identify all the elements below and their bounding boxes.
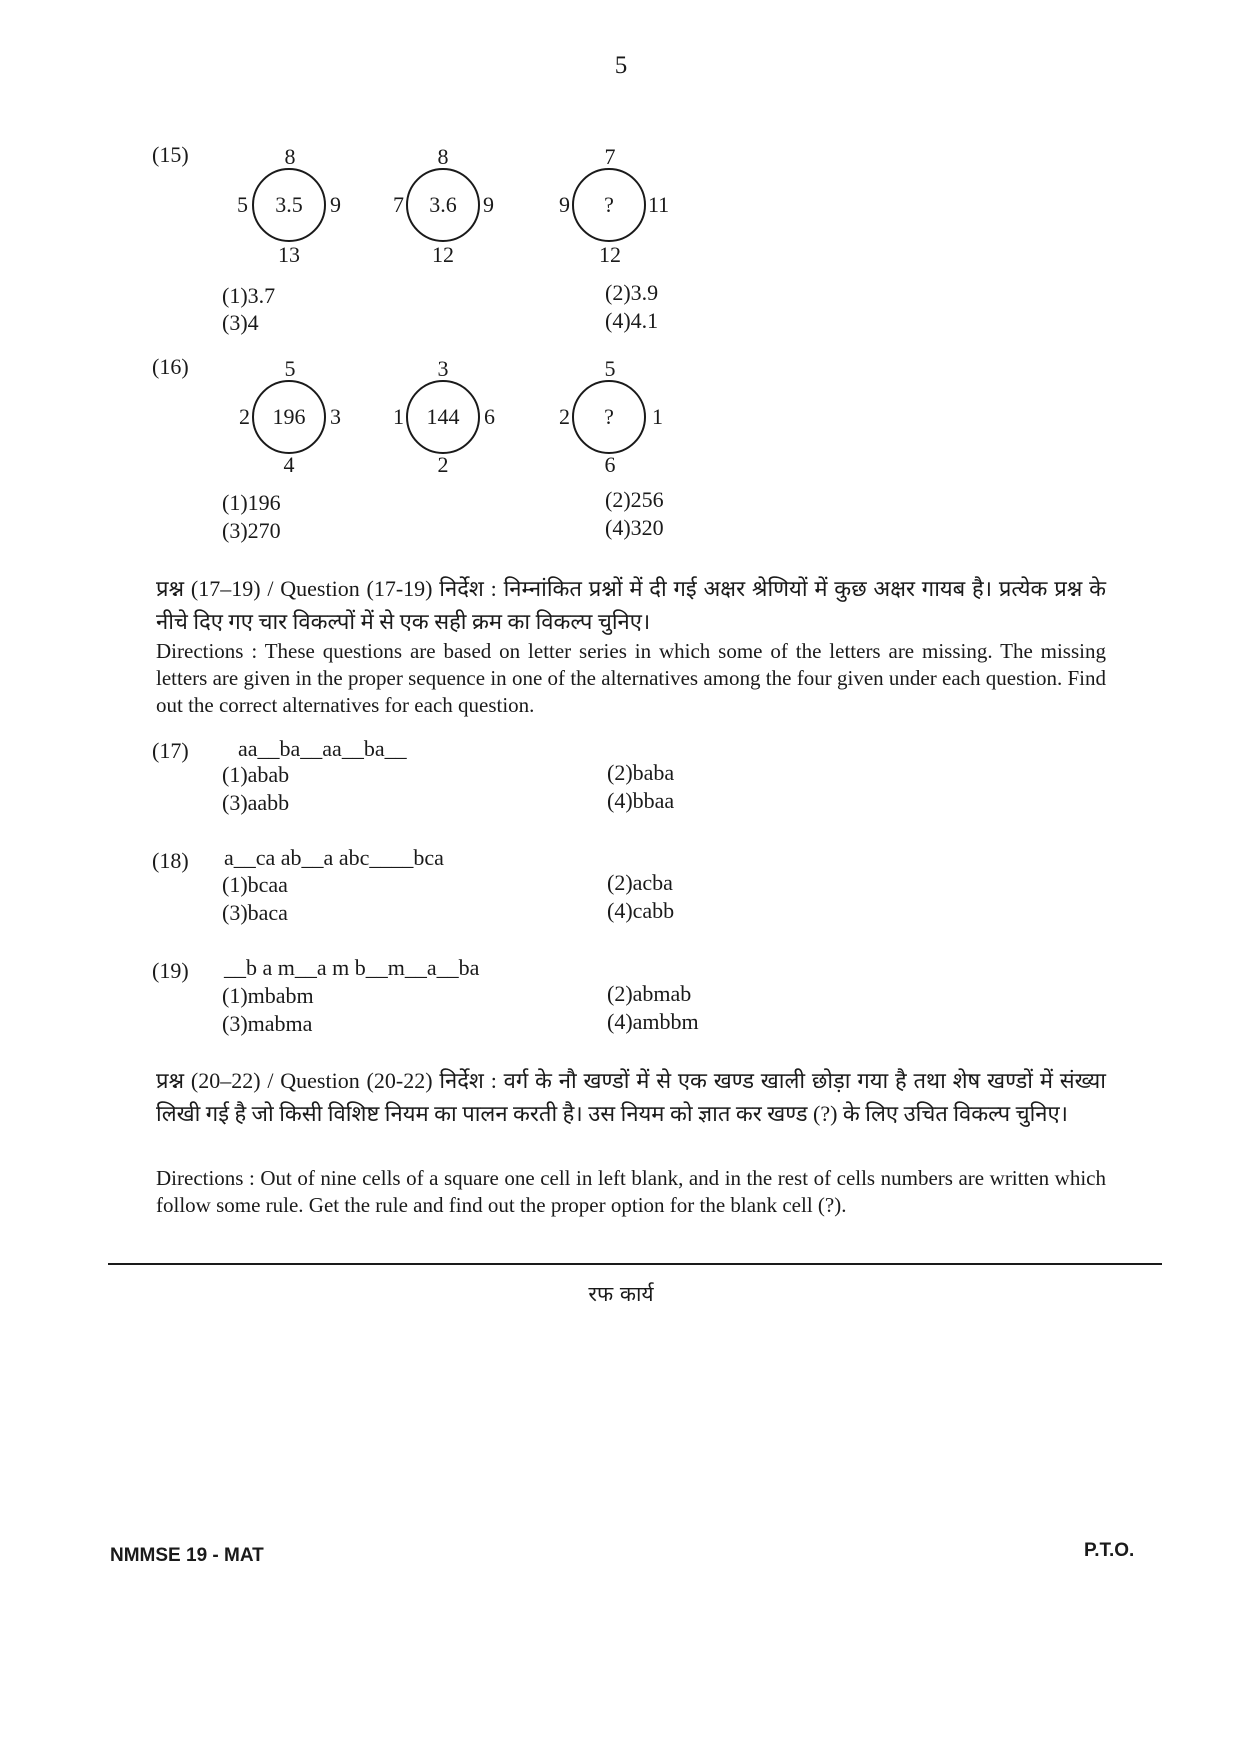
instruction-hindi: प्रश्न (17–19) / Question (17-19) निर्देश : निम्नांकित प्रश्नों में दी गई अक्षर श्रेणियों में कुछ अक्षर गायब है। प्रत्येक प्रश्न के नीचे दिए गए चार विकल्पों में से एक सही क्रम का विकल्प चुनिए।: [156, 576, 1106, 634]
option-1: (1)mbabm: [222, 983, 314, 1008]
figure-left-number: 9: [559, 192, 570, 217]
instruction-hindi: प्रश्न (20–22) / Question (20-22) निर्देश : वर्ग के नौ खण्डों में से एक खण्ड खाली छोड़ा गया है तथा शेष खण्डों में संख्या लिखी गई है जो किसी विशिष्ट नियम का पालन करती है। उस नियम को ज्ञात कर खण्ड (?) के लिए उचित विकल्प चुनिए।: [156, 1068, 1106, 1126]
letter-series: a__ca ab__a abc____bca: [224, 845, 444, 870]
option-1: (1)bcaa: [222, 872, 288, 897]
figure-top-number: 5: [284, 356, 296, 381]
option-2: (2)abmab: [607, 981, 692, 1006]
figure-circle: [406, 168, 480, 242]
option-4: (4)bbaa: [607, 788, 675, 813]
option-2: (2)3.9: [605, 280, 659, 305]
option-3: (3)270: [222, 518, 281, 543]
footer-paper-code: NMMSE 19 - MAT: [110, 1545, 264, 1566]
option-2: (2)acba: [607, 870, 673, 895]
option-1: (1)3.7: [222, 283, 276, 308]
page-number: 5: [614, 52, 628, 79]
option-4: (4)4.1: [605, 308, 659, 333]
figure-right-number: 6: [484, 404, 495, 429]
figure-bottom-number: 2: [437, 452, 449, 477]
figure-right-number: 1: [652, 404, 663, 429]
figure-circle: [252, 380, 326, 454]
option-3: (3)aabb: [222, 790, 290, 815]
instruction-english: Directions : These questions are based on letter series in which some of the letters are missing. The missing letters are given in the proper sequence in one of the alternatives among the four given under each question. Find out the correct alternatives for each question.: [156, 639, 1106, 717]
question-number: (17): [152, 738, 189, 763]
question-number: (16): [152, 354, 189, 379]
figure-left-number: 7: [393, 192, 404, 217]
question-number: (18): [152, 848, 189, 873]
option-2: (2)baba: [607, 760, 675, 785]
figure-top-number: 5: [604, 356, 616, 381]
figure-right-number: 11: [648, 192, 670, 217]
figure-center-value: 3.5: [275, 192, 303, 217]
figure-center-value: ?: [604, 404, 614, 429]
figure-circle: [406, 380, 480, 454]
option-3: (3)4: [222, 310, 259, 335]
figure-circle: [572, 168, 646, 242]
figure-circle: [252, 168, 326, 242]
figure-bottom-number: 12: [599, 242, 621, 267]
rough-work-divider: [108, 1263, 1162, 1265]
figure-left-number: 5: [237, 192, 248, 217]
letter-series: aa__ba__aa__ba__: [238, 736, 407, 761]
figure-top-number: 8: [284, 144, 296, 169]
figure-center-value: 144: [426, 404, 460, 429]
question-number: (15): [152, 142, 189, 167]
option-1: (1)abab: [222, 762, 290, 787]
figure-top-number: 8: [437, 144, 449, 169]
figure-center-value: 196: [272, 404, 306, 429]
option-4: (4)ambbm: [607, 1009, 699, 1034]
option-4: (4)320: [605, 515, 664, 540]
figure-left-number: 1: [393, 404, 404, 429]
letter-series: __b a m__a m b__m__a__ba: [224, 955, 480, 980]
figure-center-value: ?: [604, 192, 614, 217]
option-1: (1)196: [222, 490, 281, 515]
figure-top-number: 3: [437, 356, 449, 381]
option-3: (3)mabma: [222, 1011, 313, 1036]
option-4: (4)cabb: [607, 898, 675, 923]
figure-bottom-number: 12: [432, 242, 454, 267]
figure-right-number: 9: [483, 192, 494, 217]
option-3: (3)baca: [222, 900, 288, 925]
instruction-english: Directions : Out of nine cells of a square one cell in left blank, and in the rest of cells numbers are written which follow some rule. Get the rule and find out the proper option for the blank cell (?).: [156, 1166, 1106, 1217]
question-number: (19): [152, 958, 189, 983]
figure-right-number: 3: [330, 404, 341, 429]
footer-pto: P.T.O.: [1084, 1540, 1135, 1561]
option-2: (2)256: [605, 487, 664, 512]
figure-bottom-number: 6: [604, 452, 616, 477]
figure-bottom-number: 4: [283, 452, 295, 477]
figure-right-number: 9: [330, 192, 341, 217]
rough-work-label: रफ कार्य: [588, 1282, 654, 1306]
figure-bottom-number: 13: [278, 242, 300, 267]
figure-left-number: 2: [559, 404, 570, 429]
figure-circle: [572, 380, 646, 454]
figure-top-number: 7: [604, 144, 616, 169]
figure-center-value: 3.6: [429, 192, 457, 217]
figure-left-number: 2: [239, 404, 250, 429]
